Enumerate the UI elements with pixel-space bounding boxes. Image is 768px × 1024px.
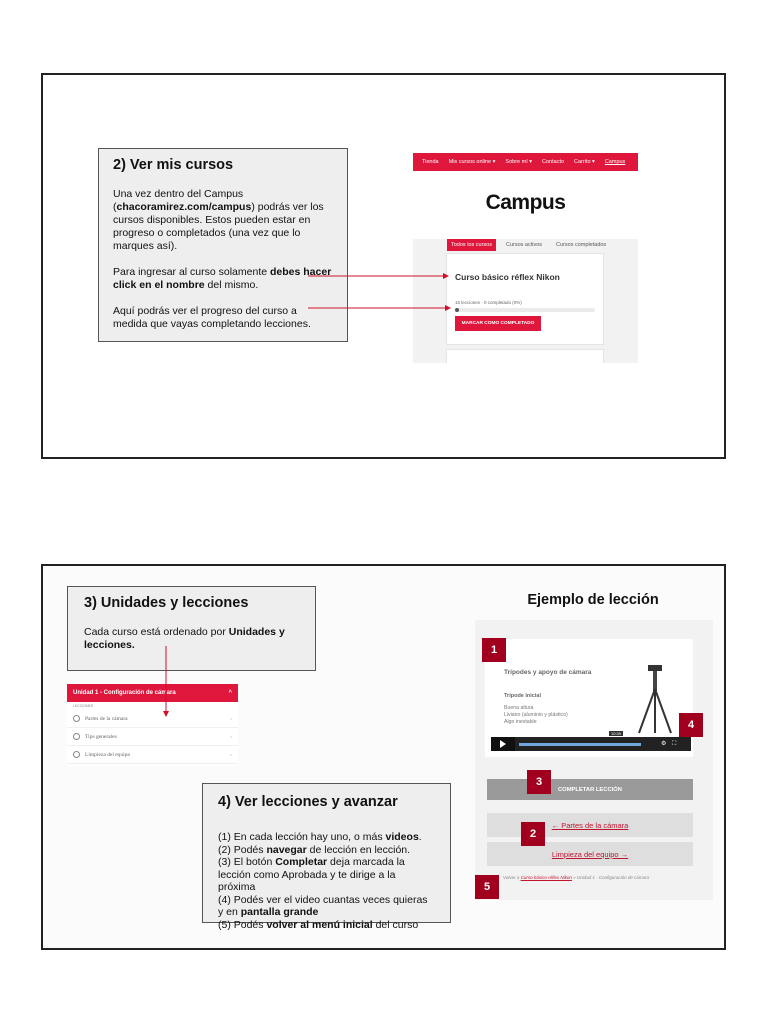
course-progress-bar xyxy=(455,308,595,312)
video-player-controls xyxy=(491,731,691,751)
video-title: Trípodes y apoyo de cámara xyxy=(504,669,592,676)
text: ) podrás ver los cursos disponibles. Estos pueden estar en progreso o completados (una vez que lo marques así). xyxy=(113,201,324,252)
note-ver-lecciones-y-avanzar xyxy=(202,783,451,931)
next-course-card xyxy=(446,349,604,363)
courses-panel xyxy=(413,239,638,363)
mark-complete-button[interactable]: MARCAR COMO COMPLETADO xyxy=(455,316,541,331)
instruction-2 xyxy=(218,844,435,857)
text: Cada curso está ordenado por xyxy=(84,626,229,638)
chevron-right-icon: › xyxy=(230,733,232,740)
lesson-example-screenshot xyxy=(475,620,713,900)
unit-header[interactable] xyxy=(67,684,238,702)
instructions-list xyxy=(218,831,435,931)
video-line: Algo inestable xyxy=(504,719,537,725)
units-screenshot xyxy=(67,684,238,766)
note-title: 2) Ver mis cursos xyxy=(113,157,234,173)
previous-lesson-link[interactable]: ← Partes de la cámara xyxy=(487,813,693,837)
text: (5) Podés xyxy=(218,918,267,931)
text: (3) El botón xyxy=(218,856,276,868)
tab-todos-los-cursos[interactable]: Todos los cursos xyxy=(447,239,496,251)
campus-heading: Campus xyxy=(485,191,566,214)
instruction-4 xyxy=(218,894,435,919)
lesson-row[interactable] xyxy=(67,728,238,746)
lesson-label: Partes de la cámara xyxy=(85,715,128,722)
nav-item-mis-cursos[interactable]: Mis cursos online ▾ xyxy=(448,159,496,165)
text: (1) En cada lección hay uno, o más xyxy=(218,831,386,843)
note-paragraph-1 xyxy=(113,188,333,253)
marker-3: 3 xyxy=(527,770,551,794)
course-card xyxy=(446,253,604,345)
nav-item-tienda[interactable]: Tienda xyxy=(422,159,439,165)
nav-item-campus[interactable]: Campus xyxy=(604,159,626,165)
tab-cursos-activos[interactable]: Cursos activos xyxy=(505,242,543,248)
video-line: Liviano (aluminio y plástico) xyxy=(504,712,568,718)
lesson-status-circle-icon xyxy=(73,715,80,722)
text: Para ingresar al curso solamente xyxy=(113,266,270,278)
nav-item-carrito[interactable]: Carrito ▾ xyxy=(574,159,595,165)
note-title: 4) Ver lecciones y avanzar xyxy=(218,794,398,810)
text: Una vez dentro del Campus ( xyxy=(113,188,244,213)
lesson-label: Limpieza del equipo xyxy=(85,751,131,758)
tab-cursos-completados[interactable]: Cursos completados xyxy=(556,242,607,248)
note-paragraph-2 xyxy=(113,266,333,292)
tripod-icon xyxy=(635,665,675,735)
lesson-row[interactable] xyxy=(67,746,238,764)
text: del mismo. xyxy=(204,279,259,291)
lesson-label: Tips generales xyxy=(85,733,117,740)
course-progress-text: 15 lecciones · 0 completado (0%) xyxy=(455,300,522,305)
bold-text: Completar xyxy=(275,856,328,868)
text: de lección en lección. xyxy=(306,843,411,856)
breadcrumb-course-link[interactable]: Curso básico réflex Nikon xyxy=(520,875,572,880)
video-card xyxy=(485,639,693,757)
text: deja marcada la lección como Aprobada y te dirige a la próxima xyxy=(218,856,405,893)
play-icon[interactable] xyxy=(491,737,515,751)
bold-text: Unidades y lecciones. xyxy=(84,626,285,651)
course-tabs xyxy=(447,239,610,251)
course-name-link[interactable]: Curso básico réflex Nikon xyxy=(455,272,560,282)
lesson-status-circle-icon xyxy=(73,751,80,758)
video-progress-bar[interactable] xyxy=(519,743,641,746)
bold-text: videos xyxy=(385,831,419,843)
marker-5: 5 xyxy=(475,875,499,899)
nav-item-sobre-mi[interactable]: Sobre mí ▾ xyxy=(505,159,533,165)
note-title: 3) Unidades y lecciones xyxy=(84,595,249,611)
video-line: Buena altura xyxy=(504,705,534,711)
site-navbar xyxy=(413,153,638,171)
chevron-right-icon: › xyxy=(230,751,232,758)
marker-4: 4 xyxy=(679,713,703,737)
nav-item-contacto[interactable]: Contacto xyxy=(542,159,565,165)
fullscreen-icon[interactable]: ⚙ ⛶ xyxy=(661,741,679,747)
lessons-label: LECCIONES xyxy=(73,704,94,708)
video-subtitle: Trípode inicial xyxy=(504,693,541,699)
text: (4) Podés ver el video cuantas veces quieras y en xyxy=(218,893,428,918)
marker-1: 1 xyxy=(482,638,506,662)
slide-ver-mis-cursos xyxy=(41,73,726,459)
video-time: 10:39 xyxy=(611,731,622,736)
note-ver-mis-cursos xyxy=(98,148,348,342)
instruction-3 xyxy=(218,856,435,894)
campus-screenshot xyxy=(413,153,639,365)
bold-text: debes hacer click en el nombre xyxy=(113,266,332,291)
next-lesson-link[interactable]: Limpieza del equipo → xyxy=(487,842,693,866)
text: (2) Podés xyxy=(218,843,267,856)
note-paragraph xyxy=(84,626,299,652)
breadcrumb-text: Volver a xyxy=(503,875,521,880)
text: . xyxy=(418,831,422,843)
complete-lesson-button[interactable]: COMPLETAR LECCIÓN xyxy=(487,779,693,800)
bold-text: volver al menú inicial xyxy=(266,918,373,931)
breadcrumb-text: » Unidad 1 - Configuración de cámara xyxy=(571,875,650,880)
note-unidades-y-lecciones xyxy=(67,586,316,671)
bold-text: pantalla grande xyxy=(240,906,319,918)
note-paragraph-3: Aquí podrás ver el progreso del curso a medida que vayas completando lecciones. xyxy=(113,305,311,330)
breadcrumb xyxy=(503,875,649,880)
bold-text: navegar xyxy=(266,843,307,856)
instruction-5 xyxy=(218,919,435,932)
lesson-status-circle-icon xyxy=(73,733,80,740)
text: del curso xyxy=(372,918,419,931)
chevron-up-icon[interactable]: ^ xyxy=(228,690,232,696)
lesson-row[interactable] xyxy=(67,710,238,728)
course-progress-fill xyxy=(455,308,459,312)
example-title: Ejemplo de lección xyxy=(527,592,659,608)
instruction-1 xyxy=(218,831,435,844)
slide-unidades-y-lecciones xyxy=(41,564,726,950)
marker-2: 2 xyxy=(521,822,545,846)
campus-url: chacoramirez.com/campus xyxy=(116,201,252,213)
unit-title: Unidad 1 - Configuración de cámara xyxy=(73,690,176,696)
chevron-right-icon: › xyxy=(230,715,232,722)
